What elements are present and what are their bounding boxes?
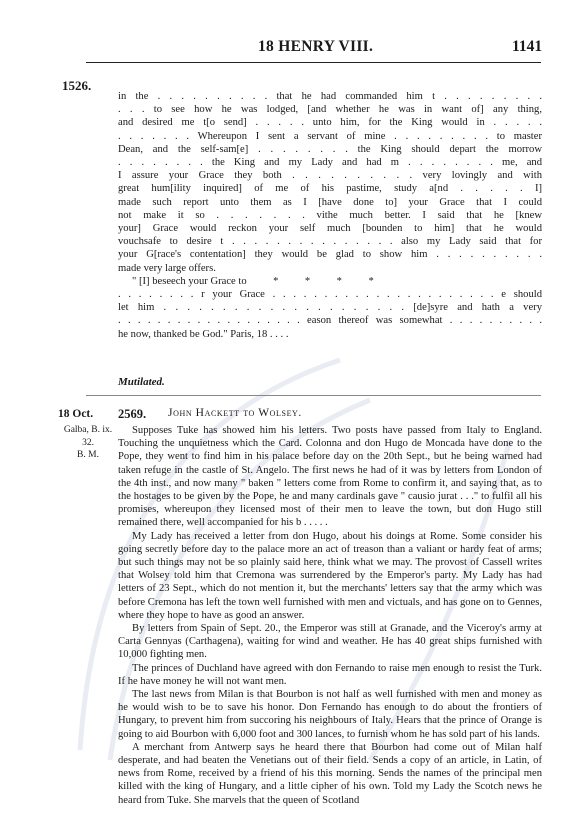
- entry-date: 18 Oct.: [58, 408, 94, 420]
- quote-line: . . . . . . . . r your Grace . . . . . . . . . . . . . . . . . . . . . . e should: [118, 289, 542, 301]
- running-title: 18 HENRY VIII.: [258, 38, 374, 55]
- quote-line: he now, thanked be God." Paris, 18 . . . .: [118, 328, 289, 340]
- source-line: Galba, B. ix.: [63, 425, 113, 435]
- letter-fragment: [118, 90, 542, 341]
- paragraph: A merchant from Antwerp says he heard there that Bourbon had come out of Milan half desperate, and had beaten the Venetians out of their field. Sends a copy of an article, in Latin, of news from Rome, received by a friend of his this morning. Sends the names of the principal men killed with the king of Hungary, and a little cipher of his own. Told my Lady the Scotch news he heard from Tuke. She marvels that the queen of Scotland: [118, 741, 542, 806]
- source-line: 32.: [82, 437, 94, 448]
- source-line: B. M.: [77, 450, 99, 460]
- entry-number: 2569.: [118, 407, 147, 421]
- text-line: . . . . . . . Whereupon I sent a servant of mine . . . . . . . . . to master: [118, 130, 542, 142]
- text-line: vouchsafe to desire t . . . . . . . . . . . . . . . also my Lady said that for: [118, 236, 542, 248]
- quote-line: let him . . . . . . . . . . . . . . . . . . . . . [de]syre and hath a very: [118, 302, 542, 314]
- text-line: . . . . . . . . the King and my Lady and had m . . . . . . . . me, and: [118, 157, 542, 169]
- text-line: . . . to see how he was lodged, [and whether he was in want of] any thing,: [118, 104, 542, 116]
- page-number: 1141: [512, 38, 543, 55]
- text-line: I assure your Grace they both . . . . . . . . . . very lovingly and with: [118, 170, 542, 182]
- entry-title: John Hackett to Wolsey.: [168, 407, 302, 419]
- source-reference: [60, 424, 116, 462]
- text-line: made very large offers.: [118, 262, 216, 274]
- mutilated-note: Mutilated.: [118, 376, 165, 388]
- text-line: not make it so . . . . . . . vithe much better. I said that he [knew: [118, 209, 542, 221]
- header-rule: [86, 62, 541, 63]
- quote-line: " [I] beseech your Grace to * * * *: [132, 275, 374, 287]
- paragraph: By letters from Spain of Sept. 20., the Emperor was still at Granade, and the Viceroy's army at Carta Gennyas (Carthagena), waiting for wind and weather. He has 40 great ships furnished with 10,000 fighting men.: [118, 623, 542, 661]
- paragraph: Supposes Tuke has showed him his letters. Two posts have passed from Italy to England. Touching the unquietness which the Card. Colonna and don Hugo de Moncada have done to the Pope, they went to find him in his palace before day on the 20th Sept., but he being warned had taken refuge in the castle of St. Angelo. The first news he had of it was by letters from London of the 4th inst., and now many " baken " letters come from Rome to confirm it, and saying that, as to the hostages to be given by the Pope, he and many cardinals gave " causio jurat . . ." to fulfil all his promises, whereupon they licensed most of their men to leave the town, but don Hugo still remained there, well accompanied for his b . . . . .: [118, 425, 542, 529]
- page-header: [0, 38, 567, 60]
- margin-year: 1526.: [62, 78, 92, 93]
- paragraph: My Lady has received a letter from don Hugo, about his doings at Rome. Some consider his going secretly before day to the palace more an act of treason than a valiant or hardy feat of arms; but such things may not be so plainly said here, think what we may. The provost of Cassell writes that Wolsey told him that Cremona was surrendered by the Emperor's party. My Lady has had letters of 23 Sept., which do not mention it, but the merchants' letters say that the army which was before Cremona has left the town well furnished with men and victuals, and has gone on to Gennes, where they hope to have as good an answer.: [118, 530, 542, 621]
- text-line: made such report unto them as I [have done to] your Grace that I could: [118, 196, 542, 208]
- paragraph: The princes of Duchland have agreed with don Fernando to raise men enough to resist the Turk. If he have money he will not want men.: [118, 662, 542, 687]
- quote-line: . . . . . . . . . . . . . . . . . . . eason thereof was somewhat . . . . . . . . . .: [118, 315, 542, 327]
- paragraph: The last news from Milan is that Bourbon is not half as well furnished with men and money as he would wish to be to save his honor. Don Fernando has enough to do about the frontiers of Hungary, to prevent him from succoring his neighbours of Italy. Hears that the prince of Orange is going to aid Bourbon with 6,000 foot and 300 lances, to furnish whom he has sold part of his lands.: [118, 689, 542, 740]
- text-line: your G[race's contentation] they would be glad to show him . . . . . . . . . .: [118, 249, 542, 261]
- text-line: and desired me t[o send] . . . . . unto him, for the King would in . . . . .: [118, 117, 542, 129]
- text-line: Dean, and the self-sam[e] . . . . . . . . the King should depart the morrow: [118, 143, 542, 155]
- text-line: in the . . . . . . . . . . that he had commanded him t . . . . . . . . .: [118, 91, 542, 102]
- entry-separator: [86, 395, 541, 396]
- text-line: great hum[ility inquired] of me of his pastime, study a[nd . . . . . I]: [118, 183, 542, 195]
- entry-body: [118, 424, 542, 807]
- text-line: your] Grace would reckon your self much [bounden to him] that he would: [118, 223, 542, 235]
